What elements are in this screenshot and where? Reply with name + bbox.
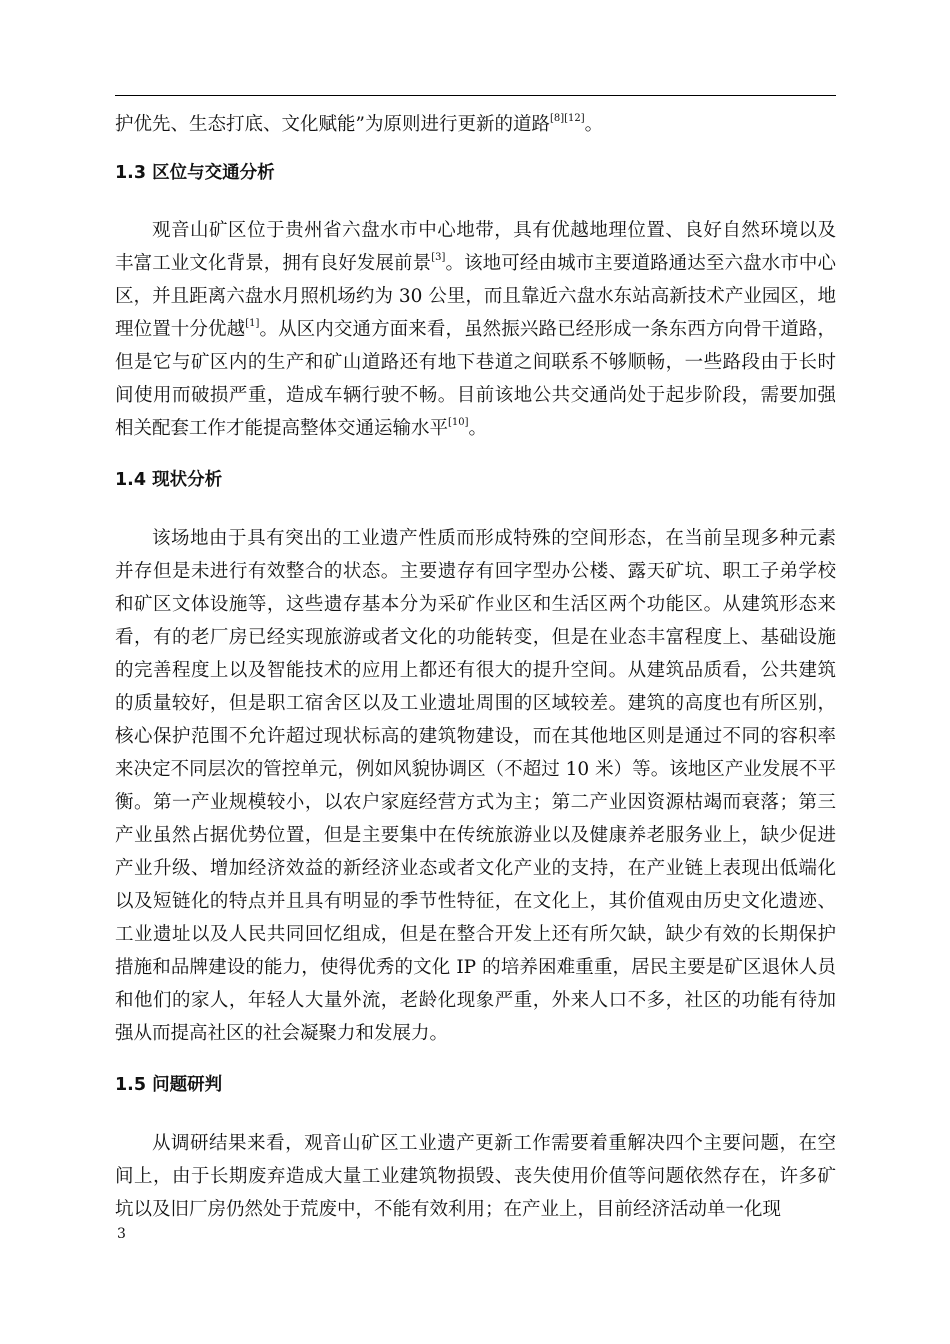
section-1-4-paragraph: 该场地由于具有突出的工业遗产性质而形成特殊的空间形态，在当前呈现多种元素并存但是未进行有效整合的状态。主要遗存有回字型办公楼、露天矿坑、职工子弟学校和矿区文体设施等，这些遗存基本分为采矿作业区和生活区两个功能区。从建筑形态来看，有的老厂房已经实现旅游或者文化的功能转变，但是在业态丰富程度上、基础设施的完善程度上以及智能技术的应用上都还有很大的提升空间。从建筑品质看，公共建筑的质量较好，但是职工宿舍区以及工业遗址周围的区域较差。建筑的高度也有所区别，核心保护范围不允许超过现状标高的建筑物建设，而在其他地区则是通过不同的容积率来决定不同层次的管控单元，例如风貌协调区（不超过 10 米）等。该地区产业发展不平衡。第一产业规模较小，以农户家庭经营方式为主；第二产业因资源枯竭而衰落；第三产业虽然占据优势位置，但是主要集中在传统旅游业以及健康养老服务业上，缺少促进产业升级、增加经济效益的新经济业态或者文化产业的支持，在产业链上表现出低端化以及短链化的特点并且具有明显的季节性特征，在文化上，其价值观由历史文化遗迹、工业遗址以及人民共同回忆组成，但是在整合开发上还有所欠缺，缺少有效的长期保护措施和品牌建设的能力，使得优秀的文化 IP 的培养困难重重，居民主要是矿区退休人员和他们的家人，年轻人大量外流，老龄化现象严重，外来人口不多，社区的功能有待加强从而提高社区的社会凝聚力和发展力。 [115,528,836,1044]
citation: [8][12] [549,113,585,124]
section-heading-1-5: 1.5 问题研判 [115,1075,223,1095]
paragraph-text: 。从区内交通方面来看，虽然振兴路已经形成一条东西方向骨干道路，但是它与矿区内的生产和矿山道路还有地下巷道之间联系不够顺畅，一些路段由于长时间使用而破损严重，造成车辆行驶不畅。目前该地公共交通尚处于起步阶段，需要加强相关配套工作才能提高整体交通运输水平 [115,319,836,439]
paragraph-end: 。 [468,418,488,439]
header-rule [115,95,836,96]
section-heading-1-3: 1.3 区位与交通分析 [115,163,275,183]
carryover-end: 。 [584,114,604,135]
section-heading-1-4: 1.4 现状分析 [115,470,223,490]
citation: [10] [448,417,469,428]
page-number: 3 [117,1226,126,1242]
carryover-paragraph [115,108,836,141]
section-1-3-paragraph [115,214,836,445]
page-body [115,104,836,1226]
section-1-5-paragraph: 从调研结果来看，观音山矿区工业遗产更新工作需要着重解决四个主要问题，在空间上，由于长期废弃造成大量工业建筑物损毁、丧失使用价值等问题依然存在，许多矿坑以及旧厂房仍然处于荒废中，不能有效利用；在产业上，目前经济活动单一化现 [115,1133,836,1220]
citation: [3] [431,252,446,263]
paragraph-text: 观音山矿区位于贵州省六盘水市中心地带，具有优越地理位置、良好自然环境以及丰富工业文化背景，拥有良好发展前景 [115,220,836,274]
citation: [1] [245,318,260,329]
paragraph-text: 。该地可经由城市主要道路通达至六盘水市中心区，并且距离六盘水月照机场约为 30 公里，而且靠近六盘水东站高新技术产业园区，地理位置十分优越 [115,253,836,340]
carryover-text: 护优先、生态打底、文化赋能”为原则进行更新的道路 [115,114,550,135]
